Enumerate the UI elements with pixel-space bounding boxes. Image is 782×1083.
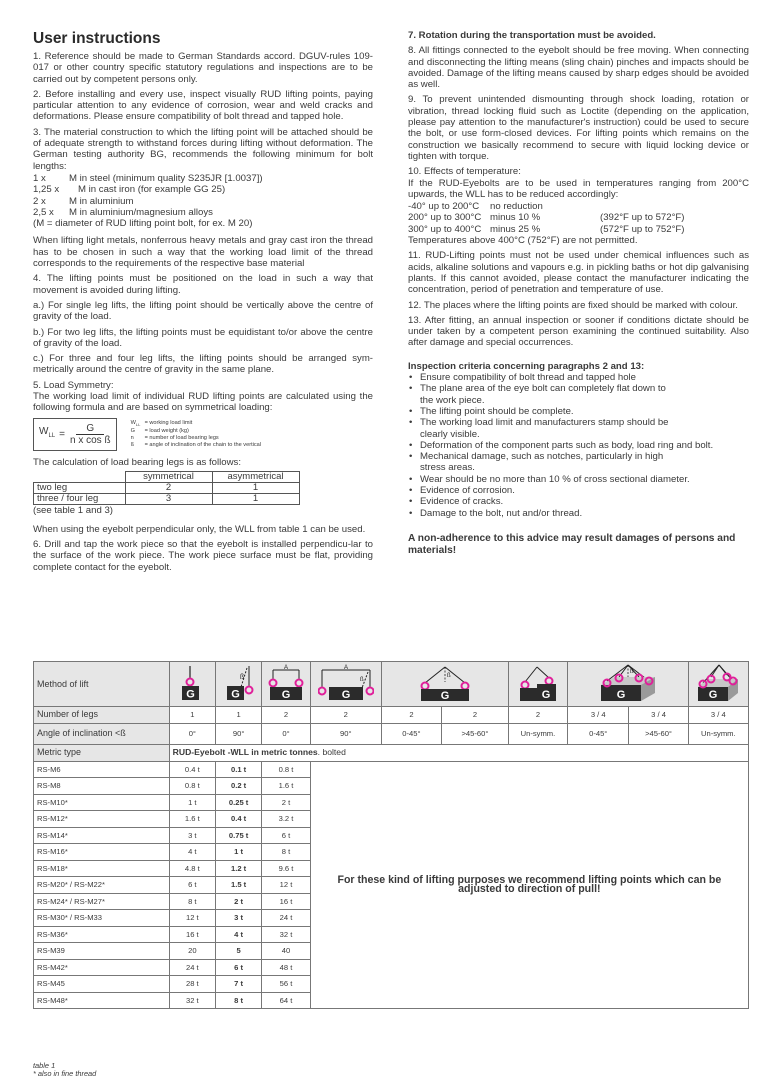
footnotes	[33, 1062, 96, 1078]
method-row	[34, 662, 749, 707]
left-column	[33, 30, 373, 577]
metric-header: RUD-Eyebolt -WLL in metric tonnes. bolted	[169, 744, 748, 761]
legs-table	[33, 471, 300, 505]
svg-text:ß: ß	[446, 673, 451, 679]
formula-legend	[131, 420, 261, 449]
para-1: 1. Reference should be made to German Standards accord. DGUV-rules 109-017 or other country specific statutory regulations and inspections are to be carried out by competent persons only.	[33, 51, 373, 85]
warning-text: A non-adherence to this advice may result damages of persons and materials!	[408, 532, 736, 557]
bolt-length-item: 2,5 x M in aluminium/magnesium alloys	[33, 206, 213, 218]
recommendation-cell: For these kind of lifting purposes we recommend lifting points which can be adjusted to direction of pull!	[310, 761, 748, 1009]
angle-row: Angle of inclination <ß 0° 90° 0° 90° 0-45° >45-60° Un-symm. 0-45° >45-60° Un-symm.	[34, 723, 749, 744]
footnote-table: table 1	[33, 1061, 56, 1070]
criteria-item: • The lifting point should be complete.	[408, 406, 749, 417]
para-13: 13. After fitting, an annual inspection or sooner if conditions dictate should be under taken by a competent person examining the continued suitability. Also after damage and special occurrences.	[408, 314, 749, 349]
para-5b: When using the eyebolt perpendicular only, the WLL from table 1 can be used.	[33, 523, 366, 535]
legs-note: (see table 1 and 3)	[33, 504, 114, 516]
criteria-item: • Evidence of cracks.	[408, 496, 749, 507]
criteria-item: • The plane area of the eye bolt can completely flat down to the work piece.	[408, 383, 749, 406]
svg-text:G: G	[186, 688, 196, 701]
lift-diagram	[174, 664, 210, 702]
criteria-item: • Ensure compatibility of bolt thread and tapped hole	[408, 372, 749, 383]
svg-text:A: A	[283, 665, 288, 671]
legs-row: three / four leg 3 1	[34, 493, 300, 504]
bolt-note: (M = diameter of RUD lifting point bolt, for ex. M 20)	[33, 218, 253, 230]
lift-diagram	[593, 663, 663, 703]
svg-text:G: G	[341, 689, 351, 701]
table-row: RS-M42* 24 t 6 t 48 t	[34, 959, 749, 976]
para-4a: a.) For single leg lifts, the lifting point should be vertically above the centre of gravity of the load.	[33, 299, 373, 323]
legend-item: G = load weight (kg)	[130, 427, 189, 434]
legend-item: ß = angle of inclination of the chain to the vertical	[130, 441, 262, 448]
wll-formula	[33, 418, 373, 452]
metric-label: Metric type	[34, 744, 170, 761]
lift-diagram	[517, 664, 559, 702]
table-row: RS-M39 20 5 40	[34, 943, 749, 960]
formula-fraction: $\frac{G}{\text{n x cos ß}}$	[69, 422, 111, 446]
footnote-fine-thread: * also in fine thread	[33, 1069, 97, 1078]
para-4b: b.) For two leg lifts, the lifting points must be equidistant to/or above the centre of gravity of the load.	[33, 326, 373, 349]
para-12: 12. The places where the lifting points are fixed should be marked with colour.	[408, 299, 738, 311]
angle-label: Angle of inclination <ß	[34, 723, 170, 744]
metric-header-row	[34, 744, 749, 761]
svg-text:G: G	[616, 689, 626, 701]
bolt-length-item: 2 x M in aluminium	[33, 195, 134, 207]
para-11: 11. RUD-Lifting points must not be used under chemical influences such as acids, alkaline solutions and vapours e.g. in pickling baths or hot dip galvanising plants. If this cannot avoided, please contact the manufacturer indicating the concentration, period of penetration and temperature of use.	[408, 250, 749, 296]
table-row: RS-M48* 32 t 8 t 64 t	[34, 992, 749, 1009]
table-row: RS-M18* 4.8 t 1.2 t 9.6 t	[34, 860, 749, 877]
temp-list	[408, 201, 749, 235]
para-2: 2. Before installing and every use, inspect visually RUD lifting points, paying particular attention to any evidence of corrosion, wear and weld cracks and deformations. Please ensure compatibility of bolt thread and tapped hole.	[33, 88, 373, 123]
table-row: RS-M14* 3 t 0.75 t 6 t	[34, 827, 749, 844]
para-6: 6. Drill and tap the work piece so that the eyebolt is installed perpendicu-lar to the surface of the work piece. The work piece surface must be flat, providing complete contact for the eyebolt.	[33, 539, 373, 573]
temp-note: Temperatures above 400°C (752°F) are not permitted.	[408, 235, 638, 247]
para-3: 3. The material construction to which the lifting point will be attached should be of adequate strength to withstand forces during lifting without deformation. The German testing authority BG, recommends the following minimum for bolt lengths:	[33, 126, 373, 172]
method-two-unsymmetrical	[508, 662, 567, 707]
para-8: 8. All fittings connected to the eyebolt should be free moving. When connecting and disconnecting the lifting means (sling chain) pinches and impacts should be avoided. Damage of the lifting means caused by sharp edges should be avoided as well.	[408, 45, 749, 91]
criteria-item: • Wear should be no more than 10 % of cross sectional diameter.	[408, 474, 749, 485]
criteria-item: • Deformation of the component parts such as body, load ring and bolt.	[408, 440, 749, 451]
para-3b: When lifting light metals, nonferrous heavy metals and gray cast iron the thread has to be chosen in such a way that the working load limit of the thread corresponds to the requirements of the respective base material	[33, 235, 373, 270]
table-row: RS-M6 0.4 t 0.1 t 0.8 t For these kind of lifting purposes we recommend lifting points which can be adjusted to direction of pull!	[34, 761, 749, 778]
table-row: RS-M36* 16 t 4 t 32 t	[34, 926, 749, 943]
lift-diagram	[318, 664, 374, 702]
method-four-unsymmetrical	[688, 662, 748, 707]
svg-text:G: G	[440, 690, 450, 702]
legs-count-row: Number of legs 1 1 2 2 2 2 2 3 / 4 3 / 4 3 / 4	[34, 707, 749, 724]
lift-diagram	[267, 664, 305, 702]
table-row: RS-M24* / RS-M27* 8 t 2 t 16 t	[34, 893, 749, 910]
para-10-title: 10. Effects of temperature:	[408, 166, 521, 178]
para-10: If the RUD-Eyebolts are to be used in temperatures ranging from 200°C upwards, the WLL has to be reduced accordingly:	[408, 177, 749, 200]
bolt-length-item: 1 x M in steel (minimum quality S235JR [1.0037])	[33, 172, 263, 184]
para-9: 9. To prevent unintended dismounting through shock loading, rotation or vibration, thread locking fluid such as Loctite (depending on the application, please pay attention to the manufacturer's instruction) could be used to secure the bolt, or use form-closed devices. For lifting points which remains on the construction we basically recommend to secure with liquid locking device or tighten with torque.	[408, 94, 749, 162]
criteria-title: Inspection criteria concerning paragraphs 2 and 13:	[408, 360, 645, 372]
temp-item: -40° up to 200°C no reduction	[408, 201, 543, 213]
legs-row: two leg 2 1	[34, 482, 300, 493]
page-title: User instructions	[33, 30, 161, 47]
para-4: 4. The lifting points must be positioned on the load in such a way that movement is avoided during lifting.	[33, 273, 373, 296]
lift-diagram	[695, 663, 741, 703]
legs-header-asymmetrical: asymmetrical	[212, 471, 299, 482]
temp-item: 200° up to 300°C minus 10 % (392°F up to 572°F)	[408, 212, 685, 224]
lift-diagram	[415, 664, 475, 702]
legend-item: $W_{LL}$ = working load limit	[130, 419, 193, 427]
svg-text:A: A	[343, 665, 348, 671]
lift-diagram	[221, 664, 257, 702]
svg-text:ß: ß	[629, 669, 634, 675]
table-row: RS-M30* / RS-M33 12 t 3 t 24 t	[34, 910, 749, 927]
svg-text:ß: ß	[359, 677, 364, 683]
method-single-side	[215, 662, 261, 707]
temp-item: 300° up to 400°C minus 25 % (572°F up to 752°F)	[408, 223, 685, 235]
legs-header-symmetrical: symmetrical	[125, 471, 212, 482]
svg-text:G: G	[709, 689, 718, 701]
svg-text:G: G	[230, 688, 240, 701]
svg-text:G: G	[541, 689, 551, 701]
method-two-vertical	[262, 662, 310, 707]
criteria-item: • Damage to the bolt, nut and/or thread.	[408, 508, 749, 519]
table-row: RS-M10* 1 t 0.25 t 2 t	[34, 794, 749, 811]
criteria-list	[408, 372, 749, 519]
para-4c: c.) For three and four leg lifts, the lifting points should be arranged sym-metrically around the centre of gravity in the same plane.	[33, 353, 373, 376]
table-row: RS-M12* 1.6 t 0.4 t 3.2 t	[34, 811, 749, 828]
right-column	[408, 30, 749, 558]
method-label: Method of lift	[34, 662, 170, 707]
method-two-side	[310, 662, 381, 707]
method-two-angled	[381, 662, 508, 707]
para-5: The working load limit of individual RUD lifting points are calculated using the following formula and are based on symmetrical loading:	[33, 391, 373, 414]
svg-text:ß: ß	[239, 674, 244, 681]
legs-label: Number of legs	[34, 707, 170, 724]
table-row: RS-M45 28 t 7 t 56 t	[34, 976, 749, 993]
calc-intro: The calculation of load bearing legs is as follows:	[33, 457, 241, 469]
svg-text:G: G	[281, 689, 291, 701]
criteria-item: • Mechanical damage, such as notches, particularly in high stress areas.	[408, 451, 749, 474]
method-four-angled	[568, 662, 689, 707]
formula-lhs: $W_{LL}$	[39, 426, 56, 440]
table-row: RS-M20* / RS-M22* 6 t 1.5 t 12 t	[34, 877, 749, 894]
table-row: RS-M16* 4 t 1 t 8 t	[34, 844, 749, 861]
criteria-item: • Evidence of corrosion.	[408, 485, 749, 496]
legend-item: n = number of load bearing legs	[130, 434, 219, 441]
para-5-title: 5. Load Symmetry:	[33, 379, 114, 391]
bolt-lengths-list	[33, 173, 373, 218]
table-row: RS-M8 0.8 t 0.2 t 1.6 t	[34, 778, 749, 795]
wll-table	[33, 661, 749, 1009]
method-single-vertical	[169, 662, 215, 707]
para-7: 7. Rotation during the transportation must be avoided.	[408, 30, 656, 41]
criteria-item: • The working load limit and manufacturers stamp should be clearly visible.	[408, 417, 749, 440]
bolt-length-item: 1,25 x M in cast iron (for example GG 25)	[33, 184, 226, 196]
formula-box: $W_{LL}$ = $\frac{G}{\text{n x cos ß}}$	[33, 418, 117, 452]
